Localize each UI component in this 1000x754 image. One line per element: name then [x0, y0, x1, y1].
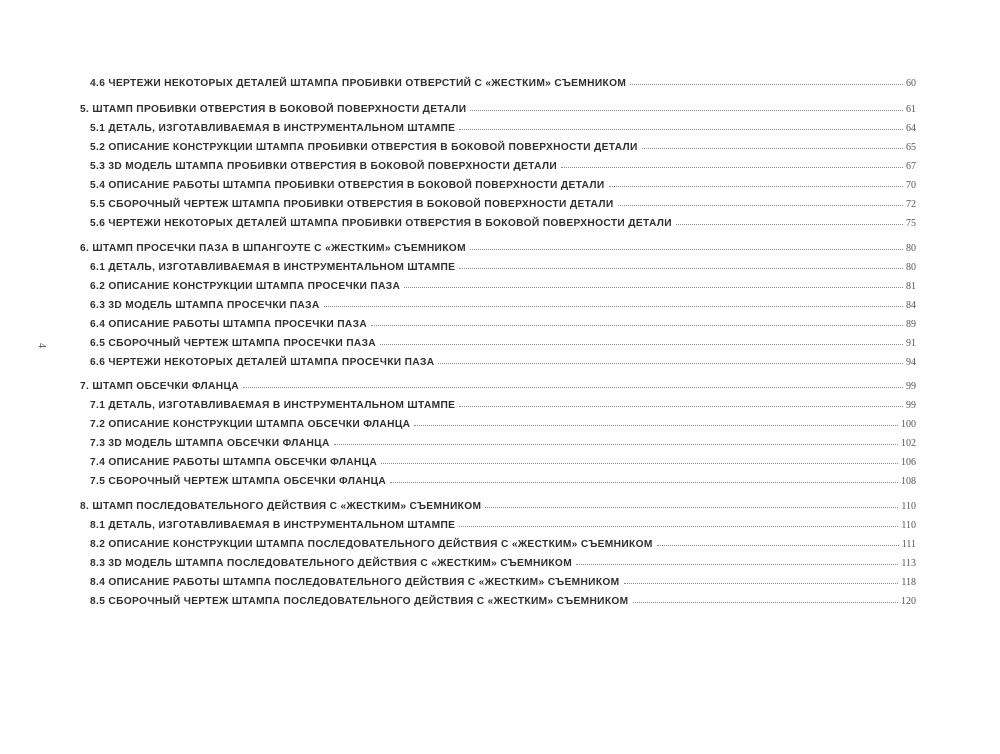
- toc-entry-page: 118: [901, 577, 916, 588]
- toc-entry-title: 7.1 ДЕТАЛЬ, ИЗГОТАВЛИВАЕМАЯ В ИНСТРУМЕНТАЛЬНОМ ШТАМПЕ: [90, 400, 456, 411]
- toc-entry-5-3[interactable]: [90, 159, 916, 173]
- toc-entry-5-2[interactable]: [90, 140, 916, 154]
- toc-entry-title: 5.6 ЧЕРТЕЖИ НЕКОТОРЫХ ДЕТАЛЕЙ ШТАМПА ПРОБИВКИ ОТВЕРСТИЯ В БОКОВОЙ ПОВЕРХНОСТИ ДЕТАЛИ: [90, 218, 672, 229]
- toc-entry-title: 5.5 СБОРОЧНЫЙ ЧЕРТЕЖ ШТАМПА ПРОБИВКИ ОТВЕРСТИЯ В БОКОВОЙ ПОВЕРХНОСТИ ДЕТАЛИ: [90, 199, 614, 210]
- toc-entry-title: 8.1 ДЕТАЛЬ, ИЗГОТАВЛИВАЕМАЯ В ИНСТРУМЕНТАЛЬНОМ ШТАМПЕ: [90, 520, 456, 531]
- toc-entry-page: 111: [901, 539, 916, 550]
- toc-entry-7-4[interactable]: [90, 455, 916, 469]
- toc-entry-page: 94: [906, 357, 916, 368]
- toc-entry-page: 72: [906, 199, 916, 210]
- toc-leader: [624, 574, 899, 584]
- toc-leader: [576, 555, 898, 565]
- toc-leader: [414, 416, 898, 426]
- toc-leader: [485, 498, 898, 508]
- toc-entry-title: 5.2 ОПИСАНИЕ КОНСТРУКЦИИ ШТАМПА ПРОБИВКИ ОТВЕРСТИЯ В БОКОВОЙ ПОВЕРХНОСТИ ДЕТАЛИ: [90, 142, 638, 153]
- toc-entry-title: 6.1 ДЕТАЛЬ, ИЗГОТАВЛИВАЕМАЯ В ИНСТРУМЕНТАЛЬНОМ ШТАМПЕ: [90, 262, 456, 273]
- toc-leader: [470, 240, 903, 250]
- toc-leader: [324, 297, 903, 307]
- toc-entry-title: 8. ШТАМП ПОСЛЕДОВАТЕЛЬНОГО ДЕЙСТВИЯ С «ЖЕСТКИМ» СЪЕМНИКОМ: [80, 501, 482, 512]
- toc-entry-8-2[interactable]: [90, 537, 916, 551]
- toc-leader: [404, 278, 903, 288]
- toc-entry-title: 7.2 ОПИСАНИЕ КОНСТРУКЦИИ ШТАМПА ОБСЕЧКИ ФЛАНЦА: [90, 419, 411, 430]
- toc-entry-page: 108: [901, 476, 916, 487]
- toc-entry-title: 5. ШТАМП ПРОБИВКИ ОТВЕРСТИЯ В БОКОВОЙ ПОВЕРХНОСТИ ДЕТАЛИ: [80, 104, 467, 115]
- toc-leader: [381, 454, 898, 464]
- toc-entry-page: 91: [906, 338, 916, 349]
- toc-leader: [459, 517, 898, 527]
- toc-entry-page: 110: [901, 520, 916, 531]
- toc-leader: [676, 215, 903, 225]
- toc-entry-page: 102: [901, 438, 916, 449]
- toc-entry-title: 8.4 ОПИСАНИЕ РАБОТЫ ШТАМПА ПОСЛЕДОВАТЕЛЬНОГО ДЕЙСТВИЯ С «ЖЕСТКИМ» СЪЕМНИКОМ: [90, 577, 620, 588]
- toc-entry-7-3[interactable]: [90, 436, 916, 450]
- toc-leader: [657, 536, 899, 546]
- toc-entry-page: 67: [906, 161, 916, 172]
- toc-entry-7-5[interactable]: [90, 474, 916, 488]
- toc-leader: [459, 120, 903, 130]
- toc-entry-6-1[interactable]: [90, 260, 916, 274]
- toc-leader: [633, 593, 898, 603]
- toc-entry-page: 70: [906, 180, 916, 191]
- toc-entry-page: 80: [906, 262, 916, 273]
- toc-entry-page: 64: [906, 123, 916, 134]
- toc-entry-6-5[interactable]: [90, 336, 916, 350]
- toc-entry-6-4[interactable]: [90, 317, 916, 331]
- toc-leader: [243, 378, 903, 388]
- toc-entry-title: 7. ШТАМП ОБСЕЧКИ ФЛАНЦА: [80, 381, 239, 392]
- toc-entry-page: 75: [906, 218, 916, 229]
- toc-entry-5-6[interactable]: [90, 216, 916, 230]
- toc-entry-page: 110: [901, 501, 916, 512]
- toc-entry-page: 60: [906, 78, 916, 89]
- toc-leader: [470, 101, 903, 111]
- toc-entry-5-1[interactable]: [90, 121, 916, 135]
- toc-entry-5-5[interactable]: [90, 197, 916, 211]
- toc-entry-page: 80: [906, 243, 916, 254]
- toc-entry-title: 7.4 ОПИСАНИЕ РАБОТЫ ШТАМПА ОБСЕЧКИ ФЛАНЦА: [90, 457, 378, 468]
- toc-leader: [380, 335, 903, 345]
- toc-entry-page: 113: [901, 558, 916, 569]
- toc-entry-6-6[interactable]: [90, 355, 916, 369]
- toc-entry-page: 61: [906, 104, 916, 115]
- toc-entry-title: 7.5 СБОРОЧНЫЙ ЧЕРТЕЖ ШТАМПА ОБСЕЧКИ ФЛАНЦА: [90, 476, 387, 487]
- toc-leader: [390, 473, 898, 483]
- toc-entry-title: 4.6 ЧЕРТЕЖИ НЕКОТОРЫХ ДЕТАЛЕЙ ШТАМПА ПРОБИВКИ ОТВЕРСТИЙ С «ЖЕСТКИМ» СЪЕМНИКОМ: [90, 78, 627, 89]
- toc-entry-page: 81: [906, 281, 916, 292]
- toc-entry-page: 89: [906, 319, 916, 330]
- toc-entry-6[interactable]: [80, 241, 916, 255]
- toc-entry-page: 106: [901, 457, 916, 468]
- toc-leader: [459, 397, 903, 407]
- toc-entry-title: 6.6 ЧЕРТЕЖИ НЕКОТОРЫХ ДЕТАЛЕЙ ШТАМПА ПРОСЕЧКИ ПАЗА: [90, 357, 435, 368]
- toc-leader: [438, 354, 903, 364]
- toc-leader: [334, 435, 898, 445]
- toc-entry-title: 6.2 ОПИСАНИЕ КОНСТРУКЦИИ ШТАМПА ПРОСЕЧКИ ПАЗА: [90, 281, 401, 292]
- toc-entry-title: 5.4 ОПИСАНИЕ РАБОТЫ ШТАМПА ПРОБИВКИ ОТВЕРСТИЯ В БОКОВОЙ ПОВЕРХНОСТИ ДЕТАЛИ: [90, 180, 605, 191]
- toc-entry-7-2[interactable]: [90, 417, 916, 431]
- toc-leader: [630, 75, 903, 85]
- toc-entry-5[interactable]: [80, 102, 916, 116]
- toc-entry-title: 5.3 3D МОДЕЛЬ ШТАМПА ПРОБИВКИ ОТВЕРСТИЯ В БОКОВОЙ ПОВЕРХНОСТИ ДЕТАЛИ: [90, 161, 558, 172]
- toc-entry-title: 8.5 СБОРОЧНЫЙ ЧЕРТЕЖ ШТАМПА ПОСЛЕДОВАТЕЛЬНОГО ДЕЙСТВИЯ С «ЖЕСТКИМ» СЪЕМНИКОМ: [90, 596, 629, 607]
- toc-entry-title: 6.3 3D МОДЕЛЬ ШТАМПА ПРОСЕЧКИ ПАЗА: [90, 300, 320, 311]
- toc-leader: [459, 259, 903, 269]
- toc-entry-8-3[interactable]: [90, 556, 916, 570]
- toc-entry-page: 99: [906, 400, 916, 411]
- toc-entry-7[interactable]: [80, 379, 916, 393]
- toc-entry-7-1[interactable]: [90, 398, 916, 412]
- toc-entry-page: 65: [906, 142, 916, 153]
- toc-entry-title: 5.1 ДЕТАЛЬ, ИЗГОТАВЛИВАЕМАЯ В ИНСТРУМЕНТАЛЬНОМ ШТАМПЕ: [90, 123, 456, 134]
- toc-leader: [642, 139, 903, 149]
- toc-leader: [609, 177, 903, 187]
- toc-entry-title: 6.4 ОПИСАНИЕ РАБОТЫ ШТАМПА ПРОСЕЧКИ ПАЗА: [90, 319, 368, 330]
- toc-entry-4-6[interactable]: [90, 76, 916, 90]
- toc-entry-title: 8.3 3D МОДЕЛЬ ШТАМПА ПОСЛЕДОВАТЕЛЬНОГО ДЕЙСТВИЯ С «ЖЕСТКИМ» СЪЕМНИКОМ: [90, 558, 573, 569]
- toc-entry-8[interactable]: [80, 499, 916, 513]
- toc-entry-page: 84: [906, 300, 916, 311]
- toc-entry-title: 6.5 СБОРОЧНЫЙ ЧЕРТЕЖ ШТАМПА ПРОСЕЧКИ ПАЗА: [90, 338, 377, 349]
- toc-entry-6-2[interactable]: [90, 279, 916, 293]
- toc-entry-5-4[interactable]: [90, 178, 916, 192]
- toc-entry-page: 99: [906, 381, 916, 392]
- toc-leader: [371, 316, 903, 326]
- toc-entry-8-1[interactable]: [90, 518, 916, 532]
- toc-leader: [618, 196, 903, 206]
- toc-entry-title: 7.3 3D МОДЕЛЬ ШТАМПА ОБСЕЧКИ ФЛАНЦА: [90, 438, 330, 449]
- toc-entry-page: 120: [901, 596, 916, 607]
- toc-entry-8-5[interactable]: [90, 594, 916, 608]
- toc-entry-8-4[interactable]: [90, 575, 916, 589]
- toc-entry-page: 100: [901, 419, 916, 430]
- toc-leader: [561, 158, 903, 168]
- toc-entry-title: 6. ШТАМП ПРОСЕЧКИ ПАЗА В ШПАНГОУТЕ С «ЖЕСТКИМ» СЪЕМНИКОМ: [80, 243, 466, 254]
- toc-entry-title: 8.2 ОПИСАНИЕ КОНСТРУКЦИИ ШТАМПА ПОСЛЕДОВАТЕЛЬНОГО ДЕЙСТВИЯ С «ЖЕСТКИМ» СЪЕМНИКОМ: [90, 539, 653, 550]
- page-number: 4: [36, 343, 47, 348]
- toc-entry-6-3[interactable]: [90, 298, 916, 312]
